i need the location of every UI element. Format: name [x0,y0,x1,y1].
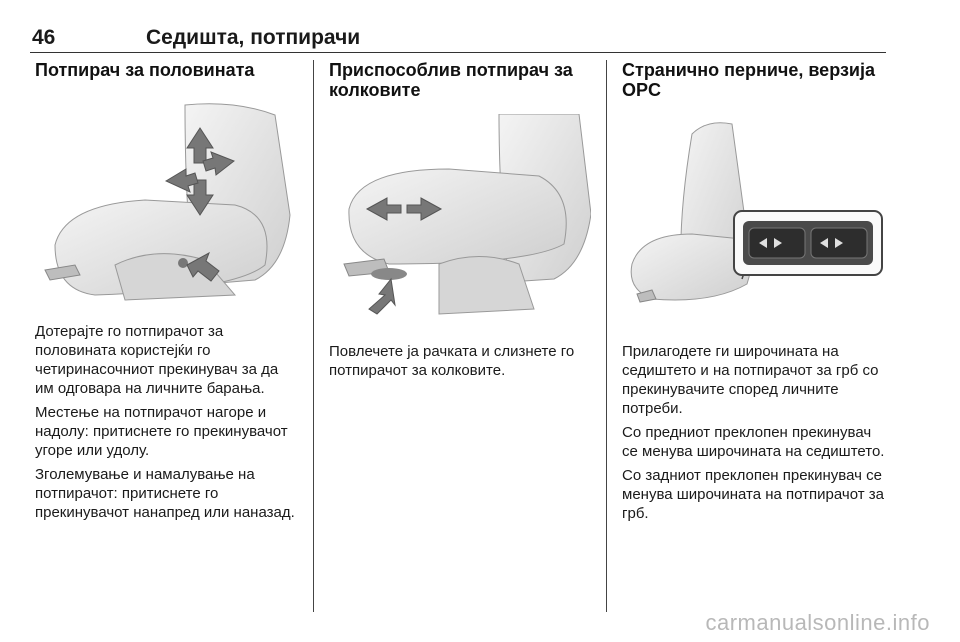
chapter-title: Седишта, потпирачи [146,26,361,49]
lumbar-support-illustration [35,95,297,307]
column-divider [313,60,314,612]
paragraph: Дотерајте го потпирачот за половината користејќи го четиринасочниот прекинувач за да им одговара на личните барања. [35,323,279,397]
hip-support-section [329,60,591,100]
side-bolster-section [622,60,886,100]
lumbar-support-section [35,60,297,80]
section-heading: Странично перниче, верзија OPC [622,60,875,100]
page-header [30,26,886,53]
paragraph: Местење на потпирачот нагоре и надолу: притиснете го прекинувачот угоре или удолу. [35,404,288,459]
hip-support-text [329,342,591,385]
paragraph: Зголемување и намалување на потпирачот: притиснете го прекинувачот нанапред или наназад. [35,466,295,521]
column-divider [606,60,607,612]
paragraph: Повлечете ја рачката и слизнете го потпирачот за колковите. [329,343,575,379]
side-bolster-text [622,342,886,528]
section-heading: Потпирач за половината [35,60,255,80]
section-heading: Приспособлив потпирач за колковите [329,60,573,100]
paragraph: Со предниот преклопен прекинувач се менува широчината на седиштето. [622,424,885,460]
watermark: carmanualsonline.info [705,610,930,635]
paragraph: Со задниот преклопен прекинувач се менува широчината на потпирачот за грб. [622,467,884,522]
side-bolster-illustration [622,114,886,322]
page-number: 46 [32,26,56,49]
hip-support-illustration [329,114,591,326]
paragraph: Прилагодете ги широчината на седиштето и на потпирачот за грб со прекинувачите според личните потреби. [622,343,879,417]
lumbar-support-text [35,322,297,527]
